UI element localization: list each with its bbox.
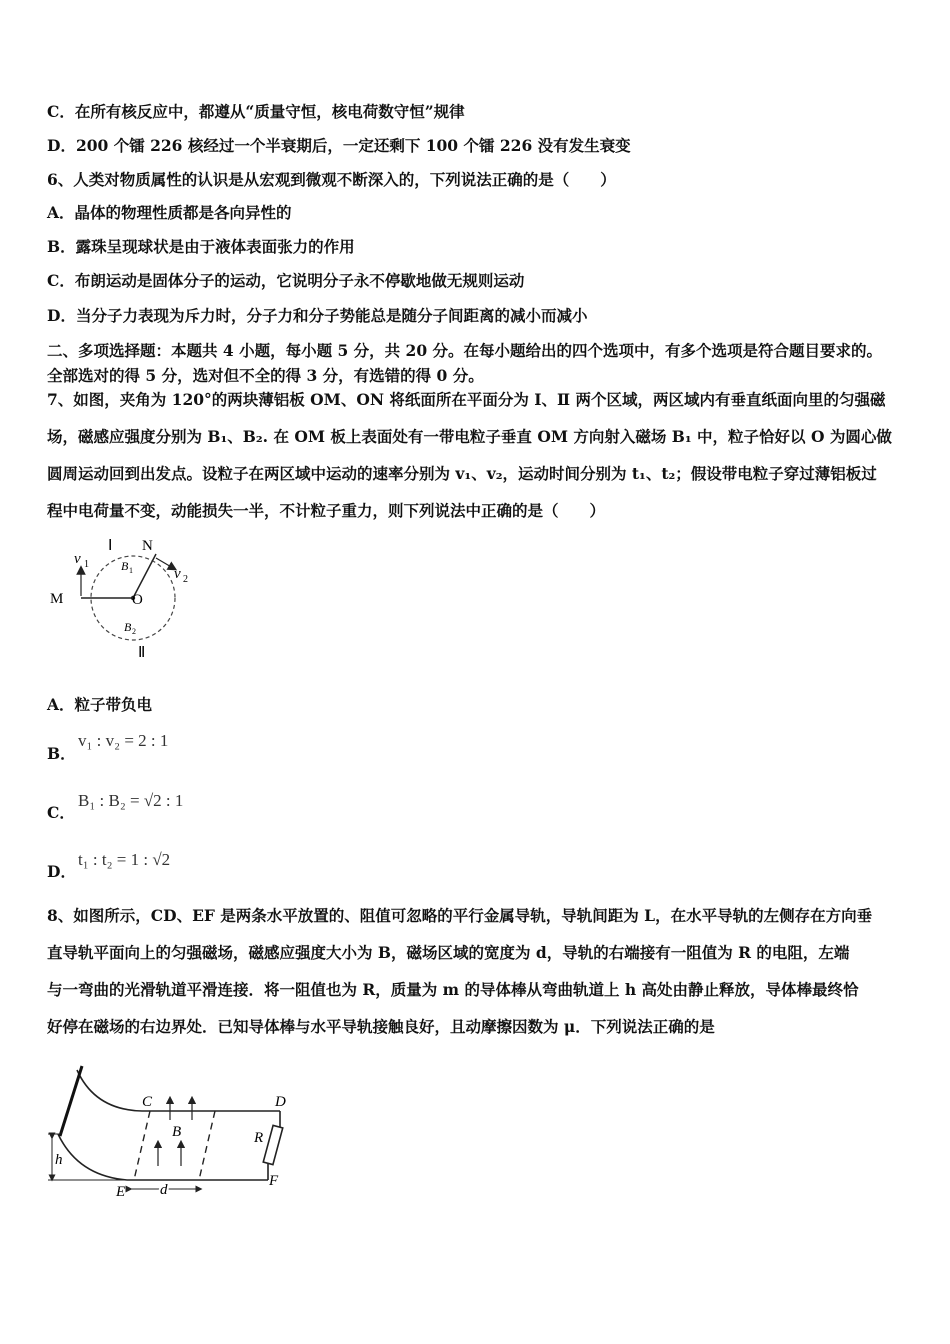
q7-label-v2: v <box>174 566 181 582</box>
q8-label-b: B <box>172 1124 182 1140</box>
q7-label-o: O <box>132 592 143 608</box>
q8-label-r: R <box>254 1130 264 1146</box>
q8-label-f: F <box>269 1173 279 1189</box>
q6-option-d: D．当分子力表现为斥力时，分子力和分子势能总是随分子间距离的减小而减小 <box>47 306 588 325</box>
q8-stem-line2: 直导轨平面向上的匀强磁场，磁感应强度大小为 B，磁场区域的宽度为 d，导轨的右端接有一阻值为 R 的电阻，左端 <box>47 943 850 962</box>
q5-option-c: C．在所有核反应中，都遵从“质量守恒，核电荷数守恒”规律 <box>47 102 465 121</box>
q7-option-b-math: v₁ : v₂ = 2 : 1 <box>78 731 169 750</box>
q7-label-b1: B <box>121 559 129 573</box>
q8-curved-rail-upper <box>77 1070 142 1111</box>
q7-option-c-math: B₁ : B₂ = √2 : 1 <box>78 791 184 810</box>
q8-label-c: C <box>142 1094 153 1110</box>
q7-label-v1-sub: 1 <box>84 559 89 570</box>
q7-stem-line1: 7、如图，夹角为 120°的两块薄铝板 OM、ON 将纸面所在平面分为 Ⅰ、Ⅱ 两个区域，两区域内有垂直纸面向里的匀强磁 <box>47 390 886 409</box>
q7-option-a: A．粒子带负电 <box>47 695 153 714</box>
q7-stem-line4: 程中电荷量不变，动能损失一半，不计粒子重力，则下列说法中正确的是（ ） <box>47 501 606 520</box>
q8-label-h: h <box>55 1152 63 1168</box>
q7-label-b1-sub: 1 <box>129 566 133 575</box>
section2-header-line2: 全部选对的得 5 分，选对但不全的得 3 分，有选错的得 0 分。 <box>47 366 484 385</box>
q7-stem-line3: 圆周运动回到出发点。设粒子在两区域中运动的速率分别为 v₁、v₂，运动时间分别为 t₁、t₂；假设带电粒子穿过薄铝板过 <box>47 464 877 483</box>
q7-label-region-1: Ⅰ <box>108 538 113 554</box>
q7-option-d-math: t₁ : t₂ = 1 : √2 <box>78 850 171 869</box>
q7-label-b2-sub: 2 <box>132 627 136 636</box>
q6-option-b: B．露珠呈现球状是由于液体表面张力的作用 <box>47 237 355 256</box>
q7-option-b-label: B． <box>47 744 76 763</box>
q6-option-a: A．晶体的物理性质都是各向异性的 <box>47 203 292 222</box>
q8-label-d-width: d <box>160 1182 168 1198</box>
q6-stem: 6、人类对物质属性的认识是从宏观到微观不断深入的，下列说法正确的是（ ） <box>47 170 616 189</box>
q7-label-region-2: Ⅱ <box>138 645 146 661</box>
q7-option-c-label: C． <box>47 803 75 822</box>
q7-option-d-label: D． <box>47 862 76 881</box>
q8-resistor <box>263 1125 282 1164</box>
q7-stem-line2: 场，磁感应强度分别为 B₁、B₂. 在 OM 板上表面处有一带电粒子垂直 OM 方向射入磁场 B₁ 中，粒子恰好以 O 为圆心做 <box>47 427 892 446</box>
q7-label-v1: v <box>74 551 81 567</box>
q7-label-n: N <box>142 538 153 554</box>
q8-label-d: D <box>275 1094 286 1110</box>
q7-v2-arrow <box>156 558 173 568</box>
q8-field-right-boundary <box>199 1111 215 1180</box>
q8-field-left-boundary <box>134 1111 150 1180</box>
q8-label-e: E <box>116 1184 126 1200</box>
q8-stem-line4: 好停在磁场的右边界处．已知导体棒与水平导轨接触良好，且动摩擦因数为 μ．下列说法正确的是 <box>47 1017 715 1036</box>
q7-label-b2: B <box>124 620 132 634</box>
q7-label-v2-sub: 2 <box>183 574 188 585</box>
q7-label-m: M <box>50 591 64 607</box>
q8-stem-line1: 8、如图所示，CD、EF 是两条水平放置的、阻值可忽略的平行金属导轨，导轨间距为 L，在水平导轨的左侧存在方向垂 <box>47 906 873 925</box>
q8-stem-line3: 与一弯曲的光滑轨道平滑连接．将一阻值也为 R，质量为 m 的导体棒从弯曲轨道上 h 高处由静止释放，导体棒最终恰 <box>47 980 859 999</box>
q8-figure <box>40 1058 300 1203</box>
q5-option-d: D．200 个镭 226 核经过一个半衰期后，一定还剩下 100 个镭 226 没有发生衰变 <box>47 136 631 155</box>
q6-option-c: C．布朗运动是固体分子的运动，它说明分子永不停歇地做无规则运动 <box>47 271 525 290</box>
q7-figure <box>46 530 206 662</box>
q8-conductor-rod <box>60 1066 82 1136</box>
section2-header-line1: 二、多项选择题：本题共 4 小题，每小题 5 分，共 20 分。在每小题给出的四个选项中，有多个选项是符合题目要求的。 <box>47 341 883 360</box>
q8-curved-rail-lower <box>58 1134 127 1180</box>
